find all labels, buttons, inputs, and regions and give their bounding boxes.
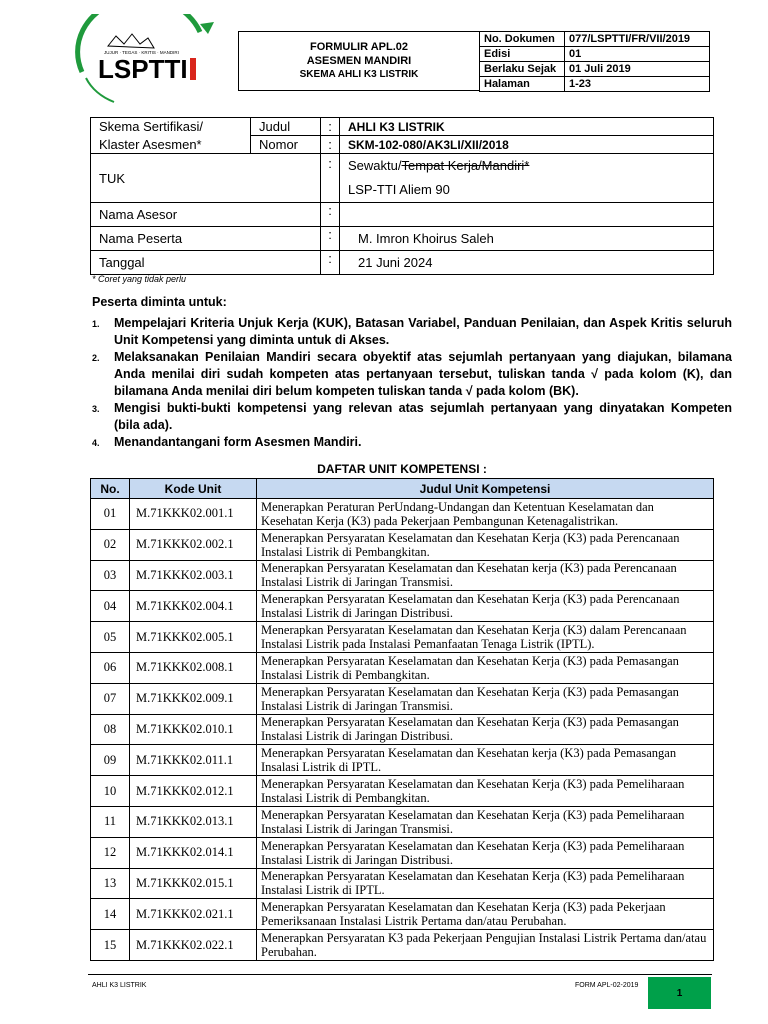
doc-info-value: 01 (565, 47, 710, 62)
unit-code: M.71KKK02.014.1 (130, 837, 257, 868)
unit-title: Menerapkan Persyaratan Keselamatan dan Kesehatan Kerja (K3) pada Pemasangan Instalasi Listrik di Jaringan Distribusi. (257, 714, 714, 745)
unit-number: 14 (91, 899, 130, 930)
col-header-no: No. (91, 479, 130, 499)
instruction-number: 2. (92, 353, 100, 363)
instruction-text: Melaksanakan Penilaian Mandiri secara obyektif atas sejumlah pertanyaan yang diajukan, bilamana Anda menilai diri sudah kompeten atas pertanyaan tersebut, tuliskan tanda √ pada kolom (K), dan bilamana Anda menilai diri belum kompeten tuliskan tanda √ pada kolom (BK). (114, 350, 732, 398)
table-row (91, 591, 714, 622)
table-row (91, 529, 714, 560)
unit-title: Menerapkan Persyaratan Keselamatan dan Kesehatan Kerja (K3) pada Pemeliharaan Instalasi Listrik di Pembangkitan. (257, 776, 714, 807)
unit-number: 05 (91, 622, 130, 653)
tanggal-label: Tanggal (91, 251, 321, 275)
doc-info-value: 01 Juli 2019 (565, 62, 710, 77)
table-header-row (91, 479, 714, 499)
competency-units-table (90, 478, 714, 961)
col-header-code: Kode Unit (130, 479, 257, 499)
instruction-text: Mengisi bukti-bukti kompetensi yang relevan atas sejumlah pertanyaan yang dinyatakan Kompeten (bila ada). (114, 401, 732, 432)
instruction-item (92, 434, 732, 451)
unit-number: 10 (91, 776, 130, 807)
form-title-line1: FORMULIR APL.02 (310, 41, 408, 53)
unit-title: Menerapkan Persyaratan Keselamatan dan Kesehatan Kerja (K3) pada Pemasangan Instalasi Listrik di Jaringan Transmisi. (257, 683, 714, 714)
tuk-option-struck: Tempat Kerja/Mandiri* (401, 158, 530, 173)
unit-title: Menerapkan Persyaratan Keselamatan dan Kesehatan Kerja (K3) pada Pemeliharaan Instalasi Listrik di Jaringan Distribusi. (257, 837, 714, 868)
table-row (91, 683, 714, 714)
form-title-line3: SKEMA AHLI K3 LISTRIK (299, 69, 419, 80)
unit-code: M.71KKK02.004.1 (130, 591, 257, 622)
judul-value: AHLI K3 LISTRIK (340, 118, 714, 136)
doc-info-key: No. Dokumen (480, 32, 565, 47)
unit-code: M.71KKK02.010.1 (130, 714, 257, 745)
unit-code: M.71KKK02.009.1 (130, 683, 257, 714)
logo-text: LSPTTI (98, 54, 188, 84)
strike-note: * Coret yang tidak perlu (92, 274, 187, 284)
unit-number: 15 (91, 930, 130, 961)
unit-code: M.71KKK02.008.1 (130, 652, 257, 683)
unit-number: 09 (91, 745, 130, 776)
tuk-label: TUK (91, 154, 321, 203)
unit-code: M.71KKK02.003.1 (130, 560, 257, 591)
nomor-label: Nomor (251, 136, 321, 154)
doc-info-value: 1-23 (565, 77, 710, 92)
doc-info-key: Edisi (480, 47, 565, 62)
table-row (91, 560, 714, 591)
doc-info-value: 077/LSPTTI/FR/VII/2019 (565, 32, 710, 47)
peserta-value: M. Imron Khoirus Saleh (340, 227, 714, 251)
unit-title: Menerapkan Persyaratan Keselamatan dan Kesehatan kerja (K3) pada Perencanaan Instalasi Listrik di Jaringan Transmisi. (257, 560, 714, 591)
unit-code: M.71KKK02.012.1 (130, 776, 257, 807)
instruction-item (92, 349, 732, 400)
unit-title: Menerapkan Persyaratan Keselamatan dan Kesehatan Kerja (K3) pada Pemasangan Instalasi Listrik di Pembangkitan. (257, 652, 714, 683)
doc-info-row (480, 32, 710, 47)
colon: : (321, 203, 340, 227)
unit-title: Menerapkan Persyaratan Keselamatan dan Kesehatan Kerja (K3) pada Pemeliharaan Instalasi Listrik di Jaringan Transmisi. (257, 806, 714, 837)
peserta-label: Nama Peserta (91, 227, 321, 251)
footer-left-text: AHLI K3 LISTRIK (92, 982, 147, 989)
colon: : (321, 136, 340, 154)
unit-code: M.71KKK02.001.1 (130, 499, 257, 530)
unit-number: 06 (91, 652, 130, 683)
unit-title: Menerapkan Persyaratan K3 pada Pekerjaan Pengujian Instalasi Listrik Pertama dan/atau Perubahan. (257, 930, 714, 961)
table-row (91, 652, 714, 683)
page-number-badge: 1 (648, 977, 711, 1009)
doc-info-row (480, 77, 710, 92)
instruction-text: Menandantangani form Asesmen Mandiri. (114, 435, 362, 449)
doc-info-key: Berlaku Sejak (480, 62, 565, 77)
doc-info-key: Halaman (480, 77, 565, 92)
unit-number: 11 (91, 806, 130, 837)
unit-title: Menerapkan Persyaratan Keselamatan dan Kesehatan Kerja (K3) pada Pemeliharaan Instalasi Listrik di IPTL. (257, 868, 714, 899)
unit-code: M.71KKK02.022.1 (130, 930, 257, 961)
table-row (91, 776, 714, 807)
unit-title: Menerapkan Persyaratan Keselamatan dan Kesehatan Kerja (K3) dalam Perencanaan Instalasi Listrik pada Instalasi Pemanfaatan Tenaga Listrik (IPTL). (257, 622, 714, 653)
instruction-item (92, 400, 732, 434)
doc-info-row (480, 47, 710, 62)
tuk-value: LSP-TTI Aliem 90 (348, 182, 450, 197)
unit-code: M.71KKK02.015.1 (130, 868, 257, 899)
document-info-table (479, 31, 710, 92)
instructions-intro: Peserta diminta untuk: (92, 295, 227, 309)
asesor-label: Nama Asesor (91, 203, 321, 227)
unit-code: M.71KKK02.021.1 (130, 899, 257, 930)
unit-title: Menerapkan Persyaratan Keselamatan dan Kesehatan Kerja (K3) pada Perencanaan Instalasi Listrik di Pembangkitan. (257, 529, 714, 560)
unit-number: 07 (91, 683, 130, 714)
table-row (91, 499, 714, 530)
tuk-option-kept: Sewaktu/ (348, 158, 402, 173)
tanggal-value: 21 Juni 2024 (340, 251, 714, 275)
unit-list-title: DAFTAR UNIT KOMPETENSI : (317, 462, 487, 476)
unit-code: M.71KKK02.013.1 (130, 806, 257, 837)
form-title-box (238, 31, 480, 91)
skema-label-2: Klaster Asesmen* (99, 136, 202, 152)
colon: : (321, 154, 340, 203)
unit-code: M.71KKK02.011.1 (130, 745, 257, 776)
table-row (91, 899, 714, 930)
instructions-list (92, 315, 732, 451)
table-row (91, 806, 714, 837)
judul-label: Judul (251, 118, 321, 136)
unit-number: 08 (91, 714, 130, 745)
unit-number: 01 (91, 499, 130, 530)
colon: : (321, 118, 340, 136)
instruction-number: 3. (92, 404, 100, 414)
table-row (91, 868, 714, 899)
unit-number: 02 (91, 529, 130, 560)
nomor-value: SKM-102-080/AK3LI/XII/2018 (340, 136, 714, 154)
tuk-value-cell (340, 154, 714, 203)
table-row (91, 622, 714, 653)
footer-right-text: FORM APL-02-2019 (575, 982, 639, 989)
unit-number: 03 (91, 560, 130, 591)
colon: : (321, 251, 340, 275)
instruction-number: 4. (92, 438, 100, 448)
instruction-text: Mempelajari Kriteria Unjuk Kerja (KUK), Batasan Variabel, Panduan Penilaian, dan Aspek Kritis seluruh Unit Kompetensi yang diminta untuk di Akses. (114, 316, 732, 347)
unit-title: Menerapkan Peraturan PerUndang-Undangan dan Ketentuan Keselamatan dan Kesehatan Kerja (K3) pada Pekerjaan Pembangunan Ketenagalistrikan. (257, 499, 714, 530)
lsptti-logo (74, 14, 224, 106)
table-row (91, 837, 714, 868)
unit-code: M.71KKK02.005.1 (130, 622, 257, 653)
instruction-item (92, 315, 732, 349)
form-title-line2: ASESMEN MANDIRI (306, 55, 412, 67)
logo-motto: JUJUR · TEGAS · KRITIS · MANDIRI (104, 50, 179, 55)
col-header-title: Judul Unit Kompetensi (257, 479, 714, 499)
unit-code: M.71KKK02.002.1 (130, 529, 257, 560)
unit-title: Menerapkan Persyaratan Keselamatan dan Kesehatan kerja (K3) pada Pemasangan Insalasi Listrik di IPTL. (257, 745, 714, 776)
instruction-number: 1. (92, 319, 100, 329)
asesor-value (340, 203, 714, 227)
doc-info-row (480, 62, 710, 77)
assessment-info-table (90, 117, 714, 275)
unit-title: Menerapkan Persyaratan Keselamatan dan Kesehatan Kerja (K3) pada Perencanaan Instalasi Listrik di Jaringan Distribusi. (257, 591, 714, 622)
unit-number: 04 (91, 591, 130, 622)
table-row (91, 745, 714, 776)
unit-number: 13 (91, 868, 130, 899)
unit-number: 12 (91, 837, 130, 868)
colon: : (321, 227, 340, 251)
table-row (91, 930, 714, 961)
footer-divider (88, 974, 712, 975)
table-row (91, 714, 714, 745)
skema-label-1: Skema Sertifikasi/ (99, 119, 204, 135)
unit-title: Menerapkan Persyaratan Keselamatan dan Kesehatan Kerja (K3) pada Pekerjaan Pemeriksanaan Instalasi Listrik Pertama dan/atau Perubahan. (257, 899, 714, 930)
